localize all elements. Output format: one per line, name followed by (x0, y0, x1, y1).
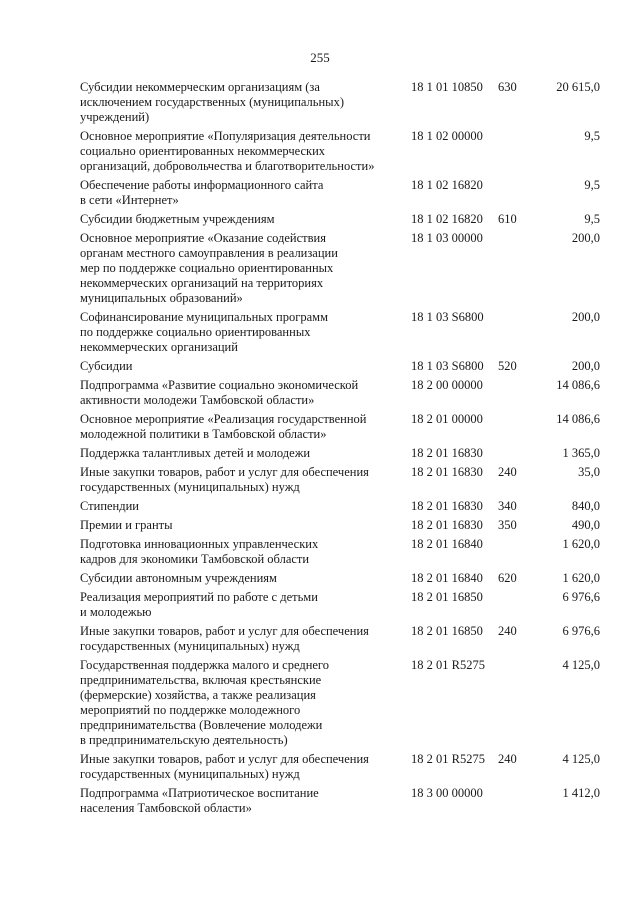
row-description (80, 359, 403, 374)
row-description (80, 310, 403, 355)
description-line: государственных (муниципальных) нужд (80, 639, 300, 653)
row-code: 18 2 01 16830 (411, 518, 483, 532)
row-description (80, 537, 403, 567)
budget-table (80, 80, 600, 816)
description-line: Иные закупки товаров, работ и услуг для обеспечения (80, 465, 369, 479)
row-amount: 490,0 (571, 518, 600, 532)
description-line: организаций, добровольчества и благотворительности» (80, 159, 375, 173)
row-amount: 20 615,0 (556, 80, 600, 94)
description-line: Основное мероприятие «Популяризация деятельности (80, 129, 371, 143)
table-row (80, 378, 600, 408)
description-line: Основное мероприятие «Реализация государственной (80, 412, 367, 426)
row-code: 18 2 01 R5275 (411, 658, 485, 672)
row-description (80, 624, 403, 654)
row-code: 18 1 03 00000 (411, 231, 483, 245)
row-code: 18 1 02 00000 (411, 129, 483, 143)
row-amount: 200,0 (571, 359, 600, 373)
row-code: 18 2 01 16830 (411, 499, 483, 513)
description-line: Иные закупки товаров, работ и услуг для обеспечения (80, 752, 369, 766)
row-amount: 200,0 (571, 310, 600, 324)
description-line: Подпрограмма «Патриотическое воспитание (80, 786, 319, 800)
row-expense-type: 620 (498, 571, 517, 585)
description-line: Субсидии бюджетным учреждениям (80, 212, 275, 226)
table-row (80, 537, 600, 567)
row-code: 18 2 01 16850 (411, 590, 483, 604)
row-expense-type: 340 (498, 499, 517, 513)
row-code: 18 1 03 S6800 (411, 310, 484, 324)
description-line: государственных (муниципальных) нужд (80, 480, 300, 494)
row-amount: 9,5 (584, 178, 600, 192)
row-amount: 840,0 (571, 499, 600, 513)
description-line: мер по поддержке социально ориентированных (80, 261, 334, 275)
description-line: по поддержке социально ориентированных (80, 325, 311, 339)
row-description (80, 590, 403, 620)
description-line: Иные закупки товаров, работ и услуг для обеспечения (80, 624, 369, 638)
row-expense-type: 240 (498, 465, 517, 479)
row-amount: 35,0 (578, 465, 600, 479)
row-code: 18 2 01 16850 (411, 624, 483, 638)
description-line: Поддержка талантливых детей и молодежи (80, 446, 311, 460)
description-line: Стипендии (80, 499, 139, 513)
row-description (80, 446, 403, 461)
description-line: Софинансирование муниципальных программ (80, 310, 328, 324)
description-line: предпринимательства (Вовлечение молодежи (80, 718, 323, 732)
description-line: муниципальных образований» (80, 291, 243, 305)
table-row (80, 359, 600, 374)
description-line: мероприятий по поддержке молодежного (80, 703, 301, 717)
row-amount: 6 976,6 (562, 590, 600, 604)
table-row (80, 465, 600, 495)
table-row (80, 624, 600, 654)
description-line: учреждений) (80, 110, 150, 124)
row-code: 18 1 03 S6800 (411, 359, 484, 373)
description-line: молодежной политики в Тамбовской области» (80, 427, 327, 441)
description-line: исключением государственных (муниципальных) (80, 95, 344, 109)
description-line: государственных (муниципальных) нужд (80, 767, 300, 781)
description-line: органам местного самоуправления в реализации (80, 246, 338, 260)
table-row (80, 212, 600, 227)
description-line: Государственная поддержка малого и среднего (80, 658, 329, 672)
row-code: 18 1 02 16820 (411, 212, 483, 226)
row-amount: 14 086,6 (556, 412, 600, 426)
row-description (80, 786, 403, 816)
row-description (80, 752, 403, 782)
table-row (80, 231, 600, 306)
row-amount: 14 086,6 (556, 378, 600, 392)
table-row (80, 80, 600, 125)
row-amount: 1 620,0 (562, 537, 600, 551)
description-line: Подготовка инновационных управленческих (80, 537, 319, 551)
table-row (80, 310, 600, 355)
table-row (80, 518, 600, 533)
row-description (80, 378, 403, 408)
description-line: социально ориентированных некоммерческих (80, 144, 326, 158)
table-row (80, 129, 600, 174)
row-amount: 4 125,0 (562, 752, 600, 766)
row-amount: 9,5 (584, 129, 600, 143)
description-line: в предпринимательскую деятельность) (80, 733, 288, 747)
row-description (80, 212, 403, 227)
row-description (80, 465, 403, 495)
table-row (80, 590, 600, 620)
description-line: Субсидии (80, 359, 133, 373)
description-line: некоммерческих организаций на территориях (80, 276, 324, 290)
row-description (80, 571, 403, 586)
table-row (80, 571, 600, 586)
description-line: в сети «Интернет» (80, 193, 179, 207)
row-amount: 4 125,0 (562, 658, 600, 672)
description-line: Премии и гранты (80, 518, 173, 532)
row-code: 18 2 01 00000 (411, 412, 483, 426)
row-amount: 200,0 (571, 231, 600, 245)
row-expense-type: 630 (498, 80, 517, 94)
row-code: 18 2 01 16830 (411, 465, 483, 479)
description-line: Подпрограмма «Развитие социально экономической (80, 378, 359, 392)
page-number: 255 (310, 50, 330, 65)
table-row (80, 412, 600, 442)
table-row (80, 658, 600, 748)
description-line: кадров для экономики Тамбовской области (80, 552, 310, 566)
description-line: (фермерские) хозяйства, а также реализация (80, 688, 316, 702)
row-description (80, 80, 403, 125)
description-line: предпринимательства, включая крестьянские (80, 673, 322, 687)
row-amount: 1 620,0 (562, 571, 600, 585)
row-code: 18 1 01 10850 (411, 80, 483, 94)
row-code: 18 2 01 16830 (411, 446, 483, 460)
row-amount: 1 412,0 (562, 786, 600, 800)
row-code: 18 2 01 16840 (411, 571, 483, 585)
row-description (80, 658, 403, 748)
description-line: некоммерческих организаций (80, 340, 238, 354)
description-line: Основное мероприятие «Оказание содействия (80, 231, 326, 245)
row-description (80, 412, 403, 442)
table-row (80, 752, 600, 782)
row-expense-type: 240 (498, 624, 517, 638)
table-row (80, 786, 600, 816)
description-line: активности молодежи Тамбовской области» (80, 393, 315, 407)
row-amount: 9,5 (584, 212, 600, 226)
row-expense-type: 350 (498, 518, 517, 532)
row-expense-type: 610 (498, 212, 517, 226)
row-description (80, 518, 403, 533)
description-line: Реализация мероприятий по работе с детьми (80, 590, 318, 604)
description-line: и молодежью (80, 605, 152, 619)
row-description (80, 129, 403, 174)
row-expense-type: 520 (498, 359, 517, 373)
row-code: 18 2 01 16840 (411, 537, 483, 551)
row-code: 18 3 00 00000 (411, 786, 483, 800)
table-row (80, 499, 600, 514)
row-code: 18 2 01 R5275 (411, 752, 485, 766)
description-line: Субсидии автономным учреждениям (80, 571, 277, 585)
row-amount: 6 976,6 (562, 624, 600, 638)
row-code: 18 2 00 00000 (411, 378, 483, 392)
description-line: Субсидии некоммерческим организациям (за (80, 80, 320, 94)
row-description (80, 231, 403, 306)
row-expense-type: 240 (498, 752, 517, 766)
table-row (80, 446, 600, 461)
row-amount: 1 365,0 (562, 446, 600, 460)
row-description (80, 178, 403, 208)
description-line: Обеспечение работы информационного сайта (80, 178, 324, 192)
row-description (80, 499, 403, 514)
description-line: населения Тамбовской области» (80, 801, 252, 815)
table-row (80, 178, 600, 208)
row-code: 18 1 02 16820 (411, 178, 483, 192)
